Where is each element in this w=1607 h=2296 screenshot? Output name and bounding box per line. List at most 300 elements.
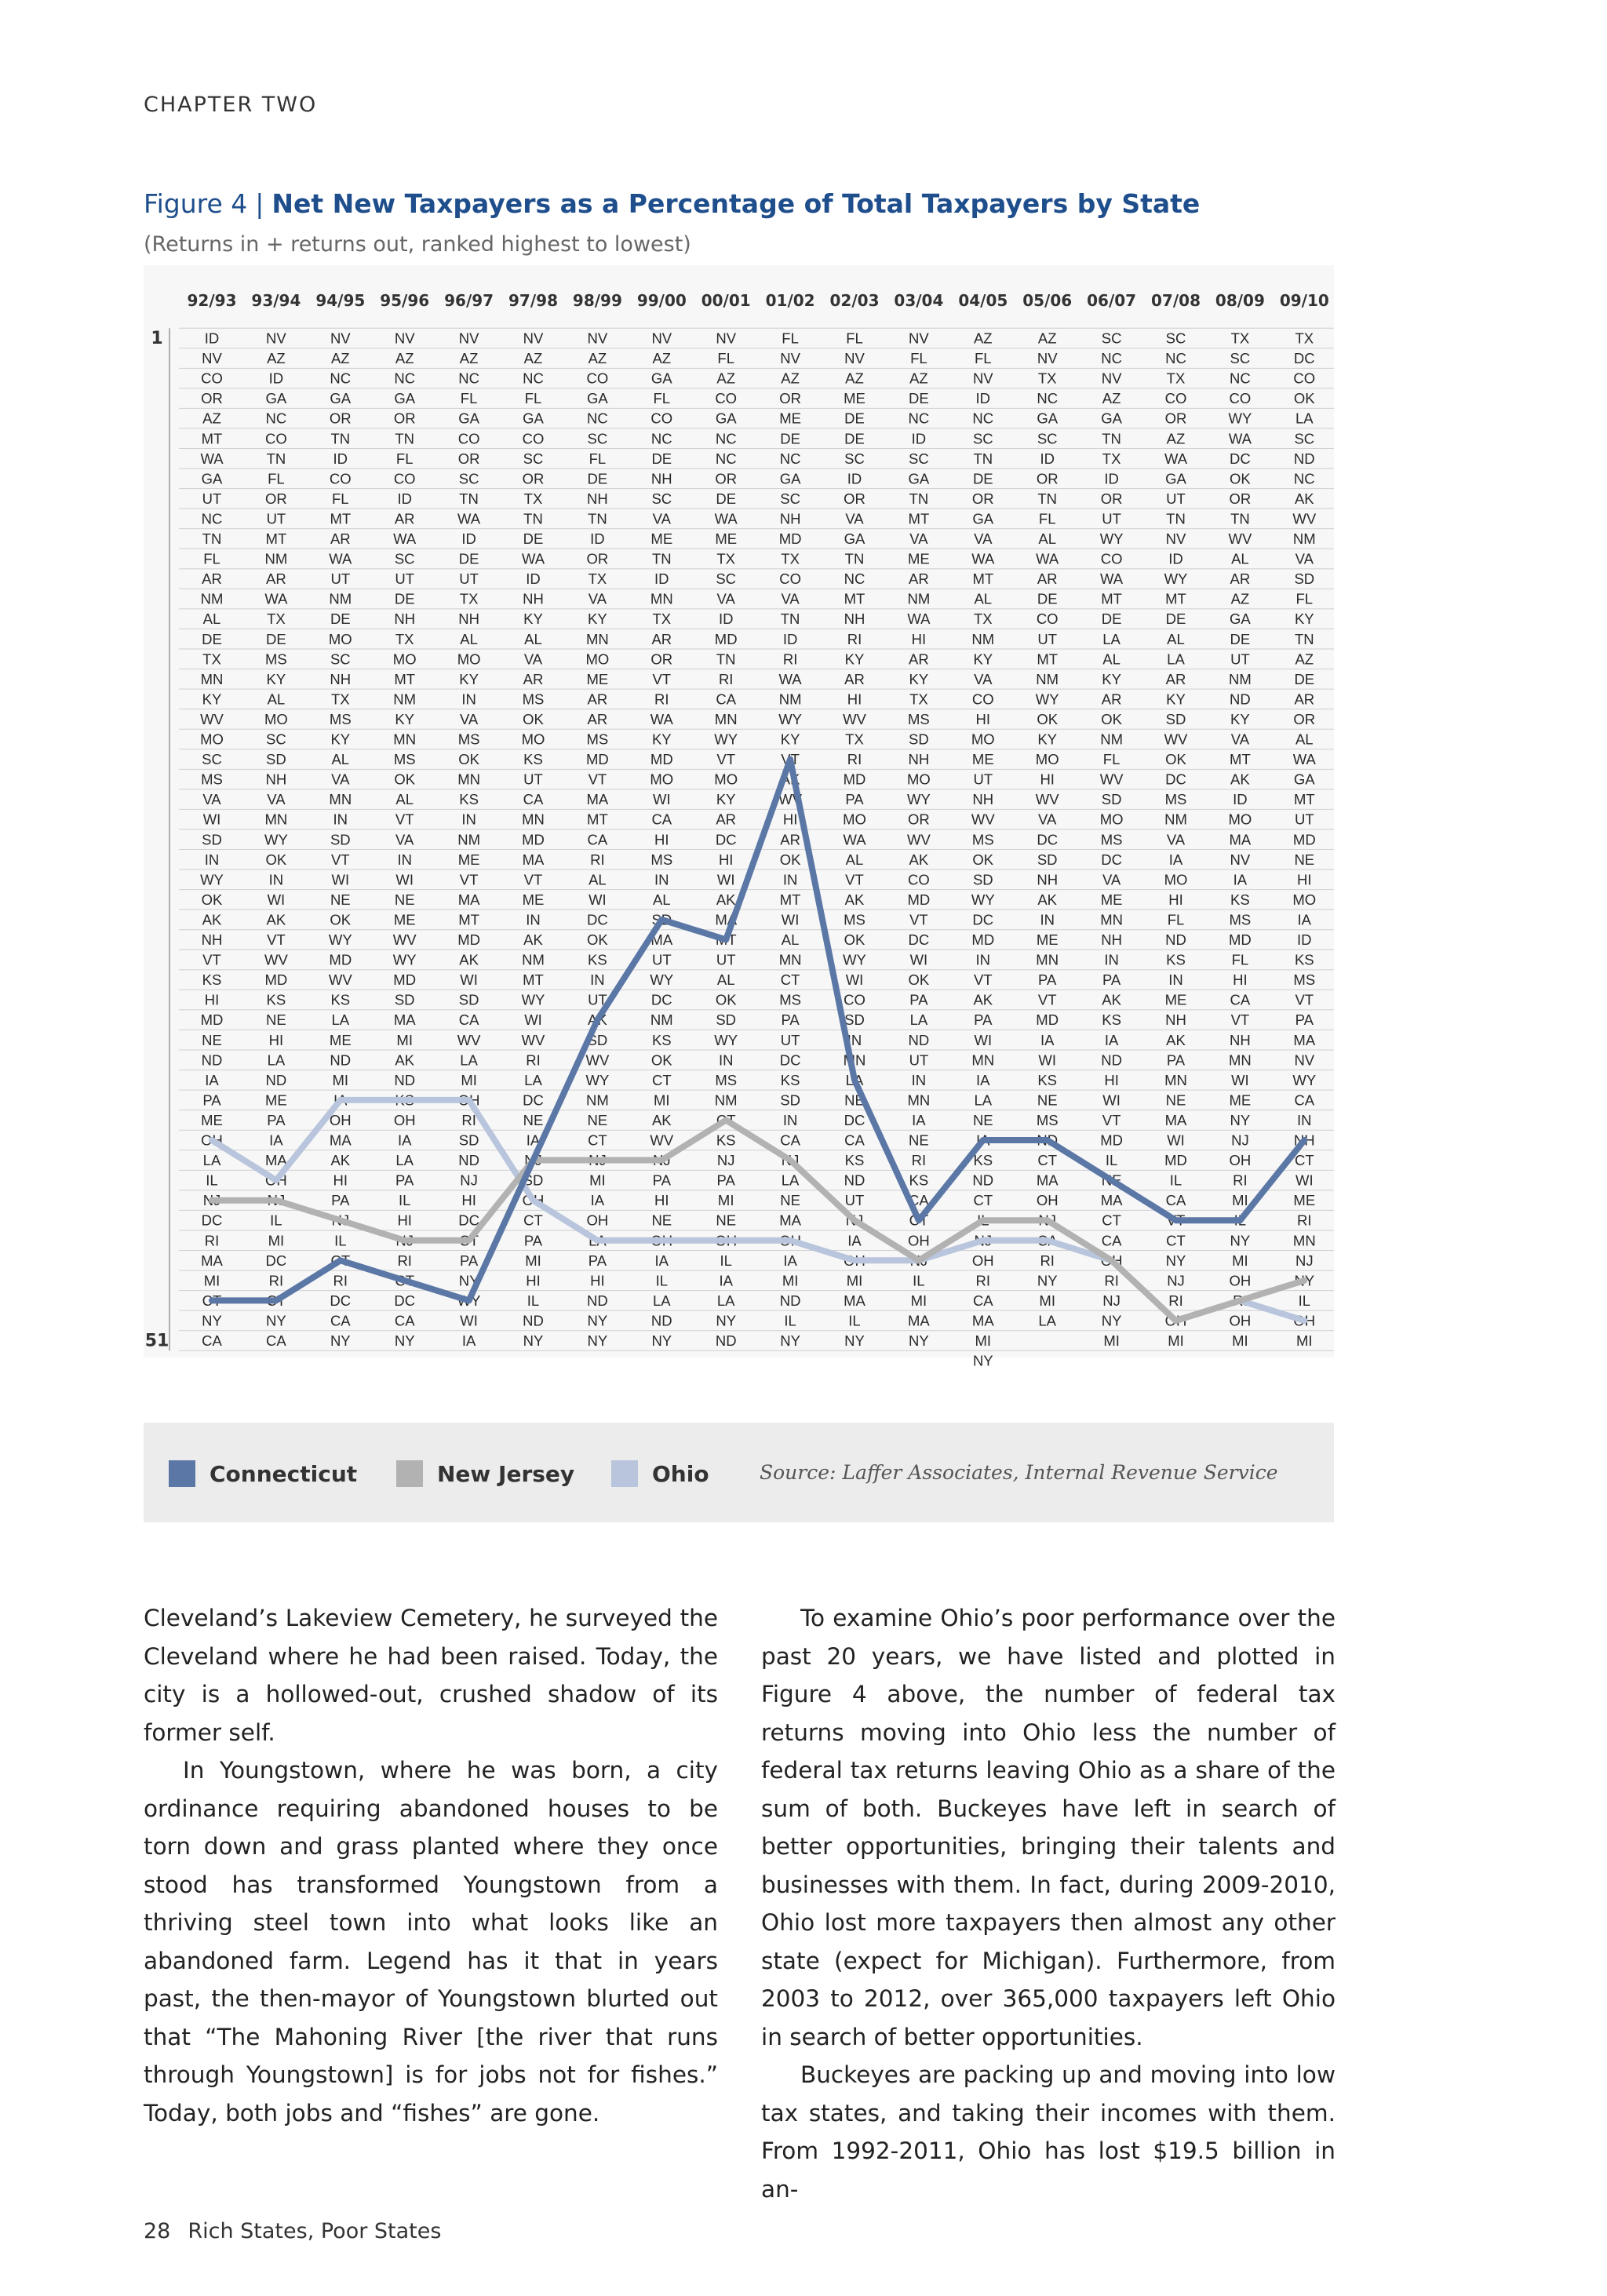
state-cell: LA bbox=[331, 1011, 350, 1029]
state-cell: CO bbox=[650, 410, 673, 427]
state-cell: MA bbox=[779, 1212, 801, 1229]
state-cell: LA bbox=[974, 1092, 993, 1109]
state-cell: AK bbox=[266, 911, 286, 928]
state-cell: TX bbox=[459, 590, 479, 607]
state-cell: KS bbox=[651, 1031, 672, 1048]
state-cell: WY bbox=[264, 831, 288, 848]
state-cell: RI bbox=[1297, 1212, 1312, 1229]
state-cell: MT bbox=[908, 510, 930, 527]
state-cell: HI bbox=[782, 811, 798, 828]
state-cell: VT bbox=[652, 670, 672, 687]
state-cell: IA bbox=[654, 1252, 669, 1269]
state-cell: IN bbox=[975, 951, 991, 968]
state-cell: VA bbox=[1230, 731, 1250, 748]
state-cell: UT bbox=[1230, 651, 1250, 668]
state-cell: GA bbox=[201, 470, 223, 487]
state-cell: MN bbox=[1164, 1071, 1187, 1088]
state-cell: IA bbox=[1040, 1031, 1055, 1048]
state-cell: NJ bbox=[267, 1192, 286, 1209]
state-cell: OH bbox=[265, 1172, 287, 1189]
state-cell: NY bbox=[587, 1312, 608, 1329]
state-cell: DE bbox=[1101, 610, 1122, 628]
state-cell: IN bbox=[1040, 911, 1055, 928]
state-cell: FL bbox=[524, 390, 542, 407]
state-cell: NY bbox=[202, 1312, 222, 1329]
state-cell: MI bbox=[1232, 1192, 1248, 1209]
state-cell: WY bbox=[1099, 530, 1124, 547]
state-cell: SC bbox=[780, 490, 800, 507]
state-cell: ID bbox=[1297, 931, 1312, 948]
state-cell: NV bbox=[1230, 851, 1251, 868]
state-cell: MT bbox=[394, 670, 416, 687]
state-cell: HI bbox=[911, 630, 927, 647]
state-cell: KY bbox=[523, 610, 543, 628]
state-cell: AR bbox=[1165, 670, 1186, 687]
state-cell: DC bbox=[908, 931, 930, 948]
state-cell: NM bbox=[907, 590, 931, 607]
state-cell: MD bbox=[329, 951, 352, 968]
state-cell: NY bbox=[1037, 1272, 1058, 1289]
state-cell: WA bbox=[650, 710, 673, 727]
state-cell: MI bbox=[1232, 1252, 1248, 1269]
state-cell: NC bbox=[1037, 390, 1059, 407]
state-cell: IL bbox=[977, 1212, 989, 1229]
state-cell: HI bbox=[1233, 971, 1248, 989]
state-cell: PA bbox=[845, 791, 864, 808]
state-cell: MD bbox=[843, 771, 866, 788]
state-cell: DE bbox=[266, 630, 286, 647]
state-cell: NH bbox=[330, 670, 352, 687]
state-cell: NH bbox=[1165, 1011, 1186, 1029]
state-cell: GA bbox=[458, 410, 479, 427]
state-cell: MI bbox=[1232, 1332, 1248, 1349]
state-cell: TN bbox=[1166, 510, 1186, 527]
state-cell: OK bbox=[908, 971, 930, 989]
state-cell: DC bbox=[1230, 450, 1251, 467]
state-cell: LA bbox=[652, 1292, 671, 1309]
state-cell: WV bbox=[1099, 771, 1124, 788]
state-cell: HI bbox=[718, 851, 734, 868]
state-cell: HI bbox=[204, 991, 220, 1008]
state-cell: MT bbox=[587, 811, 608, 828]
state-cell: WI bbox=[395, 871, 414, 888]
state-cell: DE bbox=[909, 390, 929, 407]
state-cell: NV bbox=[1294, 1051, 1315, 1069]
state-cell: IA bbox=[976, 1071, 990, 1088]
state-cell: NM bbox=[264, 550, 288, 567]
state-cell: MN bbox=[843, 1051, 866, 1069]
state-cell: LA bbox=[460, 1051, 478, 1069]
state-cell: CT bbox=[1294, 1152, 1314, 1169]
state-cell: MA bbox=[329, 1132, 352, 1149]
state-cell: MS bbox=[971, 831, 994, 848]
state-cell: UT bbox=[973, 771, 993, 788]
state-cell: CO bbox=[908, 871, 930, 888]
state-cell: NE bbox=[202, 1031, 222, 1048]
state-cell: WI bbox=[524, 1011, 542, 1029]
state-cell: VT bbox=[1295, 991, 1314, 1008]
state-cell: GA bbox=[587, 390, 608, 407]
state-cell: AL bbox=[1295, 731, 1314, 748]
state-cell: MT bbox=[1165, 590, 1186, 607]
state-cell: MS bbox=[201, 771, 223, 788]
state-cell: SC bbox=[1101, 330, 1122, 347]
state-cell: VT bbox=[330, 851, 350, 868]
state-cell: CA bbox=[266, 1332, 286, 1349]
state-cell: LA bbox=[781, 1172, 800, 1189]
state-cell: NC bbox=[972, 410, 994, 427]
state-cell: AK bbox=[588, 1011, 607, 1029]
state-cell: AR bbox=[651, 630, 672, 647]
state-cell: MD bbox=[457, 931, 480, 948]
state-cell: DC bbox=[265, 1252, 287, 1269]
state-cell: CO bbox=[586, 370, 609, 387]
state-cell: PA bbox=[1295, 1011, 1314, 1029]
state-cell: CA bbox=[1165, 1192, 1186, 1209]
legend-swatch-new-jersey bbox=[396, 1460, 423, 1487]
state-cell: CO bbox=[457, 430, 480, 447]
state-cell: PA bbox=[588, 1252, 607, 1269]
state-cell: AK bbox=[523, 931, 543, 948]
state-cell: IA bbox=[1168, 851, 1183, 868]
state-cell: MS bbox=[522, 691, 545, 708]
state-cell: WY bbox=[1228, 410, 1252, 427]
state-cell: WI bbox=[267, 891, 286, 908]
state-cell: IL bbox=[527, 1292, 540, 1309]
state-cell: ME bbox=[1100, 891, 1123, 908]
state-cell: NJ bbox=[974, 1232, 993, 1249]
state-cell: KS bbox=[909, 1172, 929, 1189]
state-cell: TX bbox=[588, 570, 607, 588]
state-cell: NV bbox=[844, 350, 865, 367]
state-cell: MN bbox=[200, 670, 224, 687]
state-cell: AL bbox=[1038, 530, 1057, 547]
state-cell: MS bbox=[1100, 831, 1123, 848]
state-cell: UT bbox=[651, 951, 672, 968]
state-cell: DC bbox=[1293, 350, 1315, 367]
state-cell: DC bbox=[587, 911, 608, 928]
state-cell: AK bbox=[1166, 1031, 1186, 1048]
state-cell: AL bbox=[524, 630, 542, 647]
state-cell: AL bbox=[395, 791, 414, 808]
state-cell: MN bbox=[586, 630, 609, 647]
state-cell: NV bbox=[394, 330, 415, 347]
state-cell: HI bbox=[1104, 1071, 1119, 1088]
chart-source: Source: Laffer Associates, Internal Revenue Service bbox=[760, 1461, 1278, 1484]
state-cell: WY bbox=[328, 931, 352, 948]
state-cell: OR bbox=[457, 450, 480, 467]
state-cell: NC bbox=[394, 370, 416, 387]
state-cell: MO bbox=[906, 771, 931, 788]
state-cell: MA bbox=[265, 1152, 287, 1169]
state-cell: NC bbox=[1165, 350, 1186, 367]
state-cell: NE bbox=[716, 1212, 737, 1229]
state-cell: NC bbox=[201, 510, 223, 527]
state-cell: NH bbox=[844, 610, 865, 628]
state-cell: RI bbox=[204, 1232, 220, 1249]
state-cell: SD bbox=[330, 831, 351, 848]
state-cell: IL bbox=[913, 1272, 925, 1289]
state-cell: NY bbox=[458, 1272, 479, 1289]
state-cell: PA bbox=[395, 1172, 414, 1189]
state-cell: ND bbox=[1165, 931, 1186, 948]
state-cell: ID bbox=[1233, 791, 1248, 808]
state-cell: OR bbox=[393, 410, 416, 427]
state-cell: OK bbox=[587, 931, 608, 948]
state-cell: GA bbox=[972, 510, 994, 527]
state-cell: KS bbox=[395, 1092, 415, 1109]
state-cell: AK bbox=[1230, 771, 1250, 788]
legend-item-ohio bbox=[611, 1460, 709, 1487]
state-cell: PA bbox=[974, 1011, 993, 1029]
state-cell: IL bbox=[206, 1172, 218, 1189]
state-cell: WY bbox=[714, 1031, 738, 1048]
state-cell: MN bbox=[907, 1092, 931, 1109]
state-cell: IA bbox=[397, 1132, 412, 1149]
state-cell: NY bbox=[266, 1312, 286, 1329]
state-cell: WY bbox=[971, 891, 995, 908]
state-cell: DE bbox=[651, 450, 672, 467]
state-cell: ND bbox=[1101, 1051, 1122, 1069]
state-cell: ND bbox=[1293, 450, 1315, 467]
state-cell: AR bbox=[587, 691, 608, 708]
state-cell: CO bbox=[522, 430, 545, 447]
state-cell: IA bbox=[461, 1332, 476, 1349]
column-header: 08/09 bbox=[1215, 291, 1265, 310]
state-cell: KS bbox=[1166, 951, 1186, 968]
state-cell: WV bbox=[392, 931, 417, 948]
state-cell: IN bbox=[1104, 951, 1119, 968]
state-cell: SC bbox=[330, 651, 351, 668]
state-cell: KY bbox=[202, 691, 222, 708]
state-cell: NV bbox=[587, 330, 608, 347]
state-cell: AZ bbox=[330, 350, 350, 367]
state-cell: HI bbox=[654, 831, 669, 848]
state-cell: DE bbox=[716, 490, 737, 507]
state-cell: SD bbox=[1101, 791, 1122, 808]
state-cell: AL bbox=[1102, 651, 1121, 668]
state-cell: MN bbox=[1036, 951, 1059, 968]
state-cell: MT bbox=[972, 570, 994, 588]
state-cell: IN bbox=[1297, 1111, 1312, 1128]
legend-label-ohio: Ohio bbox=[652, 1460, 709, 1487]
state-cell: ME bbox=[908, 550, 930, 567]
state-cell: WI bbox=[331, 871, 350, 888]
state-cell: NM bbox=[778, 691, 802, 708]
state-cell: MN bbox=[264, 811, 288, 828]
state-cell: NY bbox=[716, 1312, 737, 1329]
state-cell: MO bbox=[1164, 871, 1188, 888]
state-cell: MI bbox=[203, 1272, 220, 1289]
state-cell: NH bbox=[972, 791, 994, 808]
state-cell: MS bbox=[586, 731, 609, 748]
state-cell: CT bbox=[1102, 1212, 1121, 1229]
state-cell: NH bbox=[779, 510, 801, 527]
state-cell: IL bbox=[784, 1312, 796, 1329]
state-cell: KS bbox=[330, 991, 351, 1008]
state-cell: MT bbox=[844, 590, 865, 607]
state-cell: NJ bbox=[781, 1152, 800, 1169]
state-cell: NC bbox=[715, 430, 737, 447]
state-cell: GA bbox=[1230, 610, 1251, 628]
state-cell: TX bbox=[267, 610, 286, 628]
legend-item-new-jersey bbox=[396, 1460, 574, 1487]
state-cell: CO bbox=[1036, 610, 1059, 628]
state-cell: IA bbox=[269, 1132, 283, 1149]
column-header: 05/06 bbox=[1022, 291, 1073, 310]
state-cell: NJ bbox=[909, 1252, 928, 1269]
state-cell: IL bbox=[1169, 1172, 1182, 1189]
column-header: 01/02 bbox=[765, 291, 815, 310]
state-cell: OH bbox=[1293, 1312, 1316, 1329]
state-cell: WI bbox=[909, 951, 928, 968]
state-cell: AK bbox=[909, 851, 929, 868]
state-cell: VA bbox=[1102, 871, 1121, 888]
state-cell: MO bbox=[392, 651, 417, 668]
state-cell: OR bbox=[844, 490, 865, 507]
state-cell: CT bbox=[588, 1132, 607, 1149]
state-cell: TX bbox=[652, 610, 672, 628]
state-cell: VA bbox=[523, 651, 543, 668]
state-cell: MD bbox=[650, 751, 673, 768]
state-cell: SC bbox=[458, 470, 479, 487]
state-cell: AR bbox=[844, 670, 865, 687]
state-cell: CO bbox=[329, 470, 352, 487]
state-cell: NE bbox=[780, 1192, 800, 1209]
state-cell: CT bbox=[395, 1272, 415, 1289]
state-cell: UT bbox=[716, 951, 736, 968]
state-cell: AZ bbox=[459, 350, 479, 367]
state-cell: NH bbox=[523, 590, 544, 607]
state-cell: WI bbox=[460, 1312, 478, 1329]
state-cell: ID bbox=[1040, 450, 1055, 467]
state-cell: RI bbox=[911, 1152, 927, 1169]
state-cell: NM bbox=[200, 590, 224, 607]
state-cell: KY bbox=[716, 791, 736, 808]
state-cell: MA bbox=[1293, 1031, 1316, 1048]
state-cell: PA bbox=[652, 1172, 671, 1189]
state-cell: UT bbox=[523, 771, 543, 788]
state-cell: VA bbox=[1038, 811, 1057, 828]
state-cell: CA bbox=[458, 1011, 479, 1029]
state-cell: NJ bbox=[1167, 1272, 1185, 1289]
state-cell: MN bbox=[329, 791, 352, 808]
state-cell: NC bbox=[265, 410, 287, 427]
figure-subtitle: (Returns in + returns out, ranked highest to lowest) bbox=[144, 232, 691, 257]
state-cell: VA bbox=[652, 510, 671, 527]
state-cell: KY bbox=[395, 710, 415, 727]
state-cell: NE bbox=[651, 1212, 672, 1229]
state-cell: ID bbox=[268, 370, 284, 387]
state-cell: MN bbox=[393, 731, 417, 748]
state-cell: MT bbox=[715, 931, 737, 948]
state-cell: FL bbox=[332, 490, 349, 507]
state-cell: MI bbox=[461, 1071, 477, 1088]
state-cell: OH bbox=[522, 1192, 545, 1209]
state-cell: ID bbox=[1104, 470, 1119, 487]
state-cell: VA bbox=[845, 510, 864, 527]
state-cell: HI bbox=[1297, 871, 1312, 888]
state-cell: WV bbox=[521, 1031, 545, 1048]
state-cell: MO bbox=[457, 651, 481, 668]
state-cell: NJ bbox=[395, 1232, 414, 1249]
state-cell: WV bbox=[650, 1132, 674, 1149]
state-cell: AR bbox=[587, 710, 608, 727]
state-cell: RI bbox=[268, 1272, 284, 1289]
state-cell: MA bbox=[522, 851, 545, 868]
state-cell: VA bbox=[1166, 831, 1186, 848]
state-cell: AK bbox=[1294, 490, 1314, 507]
state-cell: IL bbox=[720, 1252, 732, 1269]
state-cell: CA bbox=[651, 811, 672, 828]
state-cell: DE bbox=[458, 550, 479, 567]
state-cell: DC bbox=[1037, 831, 1059, 848]
state-cell: DC bbox=[779, 1051, 801, 1069]
state-cell: CO bbox=[265, 430, 287, 447]
body-paragraph: To examine Ohio’s poor performance over the past 20 years, we have listed and plotted in Figure 4 above, the number of federal tax returns moving into Ohio less the number of federal tax returns leaving Ohio as a share of the sum of both. Buckeyes have left in search of better opportunities, bringing their talents and businesses with them. In fact, during 2009-2010, Ohio lost more taxpayers then almost any other state (expect for Michigan). Furthermore, from 2003 to 2012, over 365,000 taxpayers left Ohio in search of better opportunities. bbox=[761, 1605, 1336, 2050]
state-cell: ID bbox=[333, 450, 348, 467]
state-cell: CA bbox=[1230, 991, 1251, 1008]
state-cell: LA bbox=[1038, 1312, 1057, 1329]
state-cell: AZ bbox=[652, 350, 672, 367]
state-cell: LA bbox=[267, 1051, 286, 1069]
state-cell: TX bbox=[202, 651, 221, 668]
state-cell: MO bbox=[521, 731, 545, 748]
state-cell: OR bbox=[586, 550, 609, 567]
state-cell: NM bbox=[714, 1092, 738, 1109]
state-cell: AL bbox=[1167, 630, 1185, 647]
state-cell: MI bbox=[910, 1292, 927, 1309]
state-cell: VA bbox=[909, 530, 928, 547]
state-cell: NC bbox=[1101, 350, 1122, 367]
state-cell: NE bbox=[394, 891, 415, 908]
state-cell: MI bbox=[782, 1272, 799, 1289]
state-cell: ME bbox=[971, 751, 994, 768]
state-cell: IN bbox=[1168, 971, 1183, 989]
state-cell: KS bbox=[202, 971, 222, 989]
state-cell: DE bbox=[202, 630, 222, 647]
state-cell: MI bbox=[975, 1332, 992, 1349]
state-cell: IA bbox=[333, 1092, 348, 1109]
state-cell: DC bbox=[650, 991, 672, 1008]
state-cell: NH bbox=[1293, 1132, 1315, 1149]
state-cell: VA bbox=[1295, 550, 1314, 567]
state-cell: NM bbox=[650, 1011, 673, 1029]
state-cell: ID bbox=[461, 530, 476, 547]
state-cell: CT bbox=[909, 1212, 929, 1229]
state-cell: GA bbox=[779, 470, 801, 487]
state-cell: KS bbox=[844, 1152, 865, 1169]
state-cell: WV bbox=[585, 1051, 610, 1069]
state-cell: OK bbox=[1230, 470, 1251, 487]
column-header: 97/98 bbox=[508, 291, 558, 310]
state-cell: OK bbox=[265, 851, 287, 868]
state-cell: TX bbox=[1037, 370, 1057, 387]
state-cell: ND bbox=[330, 1051, 352, 1069]
state-cell: MA bbox=[586, 791, 609, 808]
state-cell: KY bbox=[459, 670, 479, 687]
state-cell: DC bbox=[330, 1292, 352, 1309]
state-cell: NV bbox=[202, 350, 222, 367]
figure-separator: | bbox=[255, 188, 264, 219]
state-cell: NE bbox=[1294, 851, 1315, 868]
state-cell: NV bbox=[1037, 350, 1058, 367]
state-cell: IL bbox=[1105, 1152, 1118, 1169]
state-cell: MD bbox=[393, 971, 417, 989]
state-cell: AK bbox=[844, 891, 865, 908]
state-cell: PA bbox=[716, 1172, 735, 1189]
state-cell: FL bbox=[1295, 590, 1314, 607]
